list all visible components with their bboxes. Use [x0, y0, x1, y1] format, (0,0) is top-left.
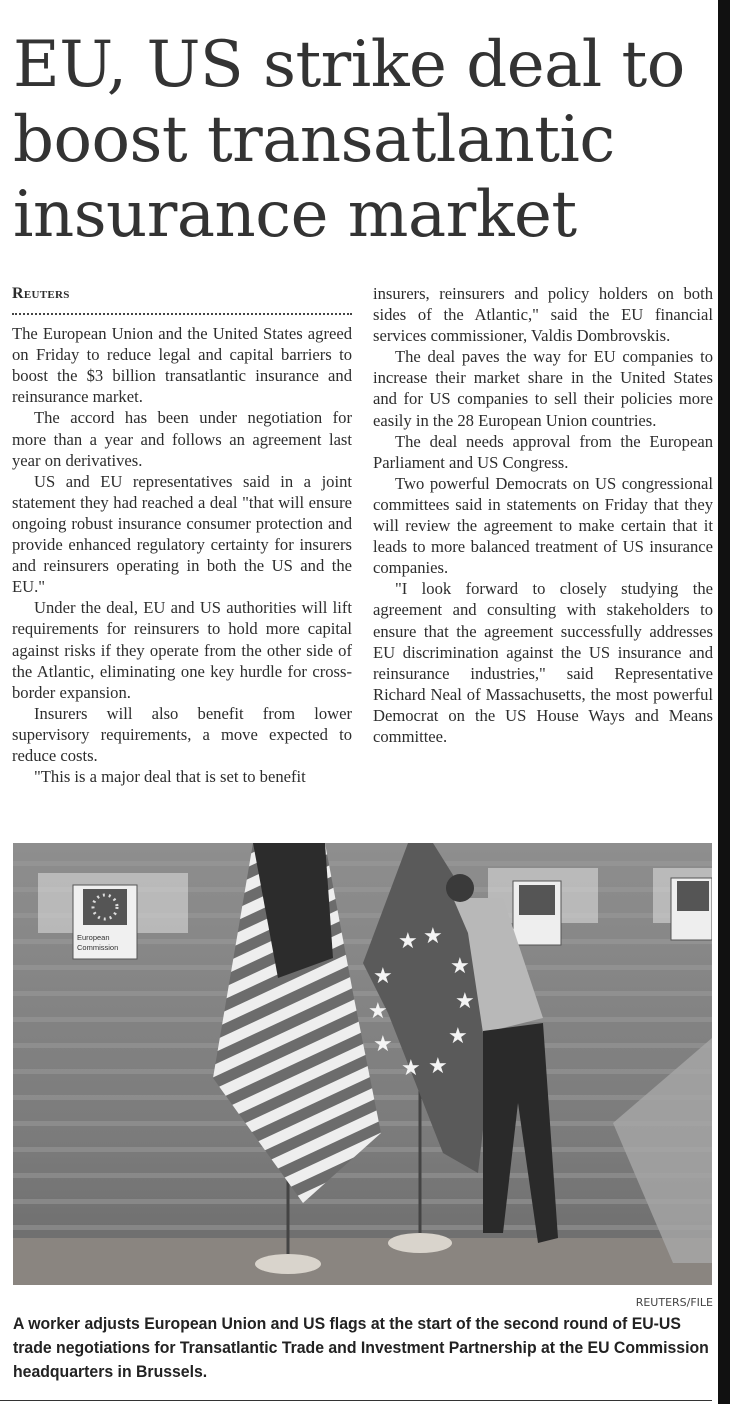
paragraph: insurers, reinsurers and policy holders on both sides of the Atlantic," said the EU financial services commissioner, Valdis Dombrovskis.: [373, 284, 713, 346]
paragraph: "I look forward to closely studying the agreement and consulting with stakeholders to ensure that the agreement successfully addresses EU discrimination against the US insurance and reinsurance industries," said Representative Richard Neal of Massachusetts, the most powerful Democrat on the US House Ways and Means committee.: [373, 579, 713, 746]
paragraph: Two powerful Democrats on US congressional committees said in statements on Friday that they will review the agreement to make certain that it leads to more balanced treatment of US insurance companies.: [373, 473, 713, 578]
news-photo: [13, 843, 712, 1285]
sign-text: European: [77, 933, 110, 942]
byline: Reuters: [12, 285, 70, 302]
paragraph: The deal needs approval from the European Parliament and US Congress.: [373, 431, 713, 472]
paragraph: The European Union and the United States agreed on Friday to reduce legal and capital barriers to boost the $3 billion transatlantic insurance and reinsurance market.: [12, 324, 352, 407]
dotted-divider: [12, 307, 352, 315]
paragraph: US and EU representatives said in a joint statement they had reached a deal "that will ensure ongoing robust insurance consumer protection and provide enhanced regulatory certainty for insurers and reinsurers operating in both the US and the EU.": [12, 471, 352, 597]
svg-text:★: ★: [450, 954, 470, 979]
paragraph: Under the deal, EU and US authorities will lift requirements for reinsurers to hold more capital against risks if they operate from the other side of the Atlantic, eliminating one key hurdle for cross-border expansion.: [12, 598, 352, 702]
svg-text:★: ★: [373, 964, 393, 989]
photo-caption: A worker adjusts European Union and US flags at the start of the second round of EU-US trade negotiations for Transatlantic Trade and Investment Partnership at the EU Commission headquarters in Brussels.: [13, 1314, 709, 1381]
svg-text:★: ★: [423, 924, 443, 949]
article-column-right: [373, 283, 713, 747]
svg-text:★: ★: [428, 1054, 448, 1079]
paragraph: The deal paves the way for EU companies to increase their market share in the United States and for US companies to sell their policies more easily in the 28 European Union countries.: [373, 347, 713, 430]
bottom-rule: [0, 1400, 712, 1401]
page-edge: [718, 0, 730, 1404]
paragraph: Insurers will also benefit from lower supervisory requirements, a move expected to reduce costs.: [12, 703, 352, 765]
photo-credit: REUTERS/FILE: [635, 1296, 713, 1309]
svg-text:★: ★: [455, 989, 475, 1014]
headline: EU, US strike deal to boost transatlantic insurance market: [13, 28, 685, 252]
svg-text:★: ★: [401, 1056, 421, 1081]
article-column-left: [12, 283, 352, 787]
paragraph: "This is a major deal that is set to benefit: [34, 767, 306, 787]
svg-text:★: ★: [368, 999, 388, 1024]
paragraph: The accord has been under negotiation for more than a year and follows an agreement last year on derivatives.: [12, 408, 352, 470]
svg-text:Commission: Commission: [77, 943, 119, 952]
svg-text:★: ★: [448, 1024, 468, 1049]
svg-text:★: ★: [373, 1032, 393, 1057]
svg-text:★: ★: [398, 929, 418, 954]
